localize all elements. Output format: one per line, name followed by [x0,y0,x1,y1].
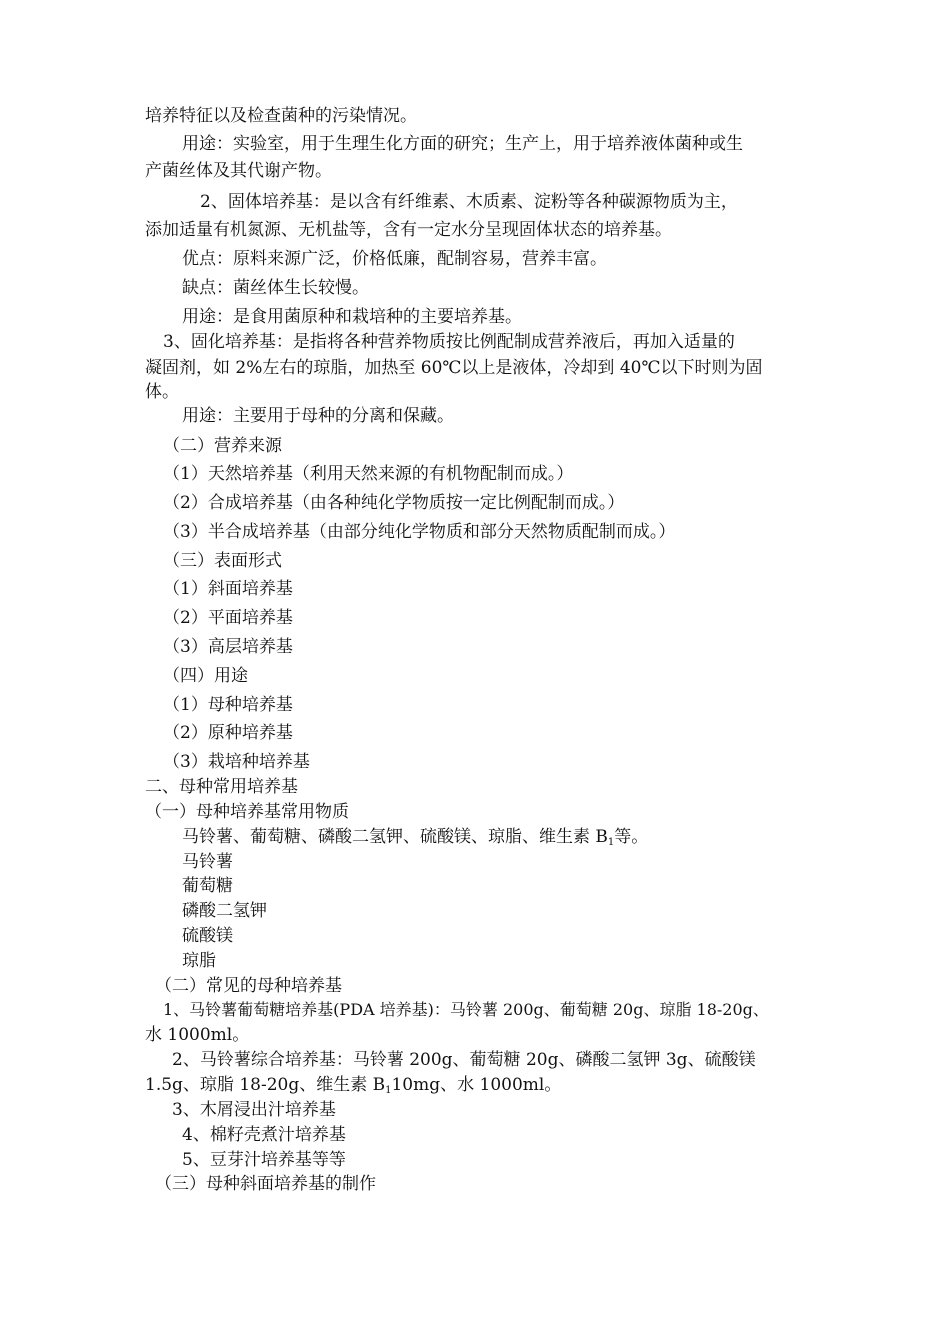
list-item: 4、棉籽壳煮汁培养基 [182,1125,346,1145]
list-item: （1）天然培养基（利用天然来源的有机物配制而成。） [163,464,574,484]
section-heading: （四）用途 [163,666,248,686]
text-line: 3、固化培养基：是指将各种营养物质按比例配制成营养液后，再加入适量的 [163,332,735,352]
list-item: 琼脂 [182,951,216,971]
section-heading: （一）母种培养基常用物质 [145,802,349,822]
text-line: 水 1000ml。 [145,1025,250,1045]
text-line: 产菌丝体及其代谢产物。 [145,161,332,181]
text-line: 用途：实验室，用于生理生化方面的研究；生产上，用于培养液体菌种或生 [182,134,743,154]
text-line: 2、马铃薯综合培养基：马铃薯 200g、葡萄糖 20g、磷酸二氢钾 3g、硫酸镁 [172,1050,756,1070]
list-item: （2）原种培养基 [163,723,293,743]
list-item: （2）平面培养基 [163,608,293,628]
list-item: 马铃薯 [182,852,233,872]
section-heading: （三）表面形式 [163,551,282,571]
list-item: （3）半合成培养基（由部分纯化学物质和部分天然物质配制而成。） [163,522,676,542]
text-segment: 1.5g、琼脂 18-20g、维生素 B [145,1075,386,1095]
list-item: （1）斜面培养基 [163,579,293,599]
section-heading: （二）常见的母种培养基 [155,976,342,996]
text-line: 凝固剂，如 2%左右的琼脂，加热至 60℃以上是液体，冷却到 40℃以下时则为固 [145,358,763,378]
subscript: 1 [607,837,615,848]
text-line: 培养特征以及检查菌种的污染情况。 [145,106,417,126]
text-line [182,825,648,855]
text-line: 2、固体培养基：是以含有纤维素、木质素、淀粉等各种碳源物质为主， [200,192,738,212]
list-item: 磷酸二氢钾 [182,901,267,921]
section-heading: （三）母种斜面培养基的制作 [155,1174,376,1194]
text-line: 用途：是食用菌原种和栽培种的主要培养基。 [182,307,522,327]
text-line: 1、马铃薯葡萄糖培养基(PDA 培养基)：马铃薯 200g、葡萄糖 20g、琼脂 18-20g、 [163,1000,769,1019]
list-item: （3）高层培养基 [163,637,293,657]
text-segment: 马铃薯、葡萄糖、磷酸二氢钾、硫酸镁、琼脂、维生素 B [182,827,608,847]
list-item: 3、木屑浸出汁培养基 [172,1100,336,1120]
text-line: 添加适量有机氮源、无机盐等，含有一定水分呈现固体状态的培养基。 [145,220,672,240]
text-line: 优点：原料来源广泛，价格低廉，配制容易，营养丰富。 [182,249,607,269]
list-item: （1）母种培养基 [163,695,293,715]
subscript: 1 [385,1085,392,1096]
text-line: 用途：主要用于母种的分离和保藏。 [182,406,454,426]
list-item: （3）栽培种培养基 [163,752,310,772]
list-item: （2）合成培养基（由各种纯化学物质按一定比例配制而成。） [163,493,625,513]
text-line: 体。 [145,382,179,402]
list-item: 5、豆芽汁培养基等等 [182,1150,346,1170]
list-item: 葡萄糖 [182,876,233,896]
text-segment: 等。 [614,827,649,847]
chapter-heading: 二、母种常用培养基 [145,777,298,797]
list-item: 硫酸镁 [182,926,233,946]
text-segment: 10mg、水 1000ml。 [391,1075,562,1095]
text-line: 缺点：菌丝体生长较慢。 [182,278,369,298]
section-heading: （二）营养来源 [163,436,282,456]
